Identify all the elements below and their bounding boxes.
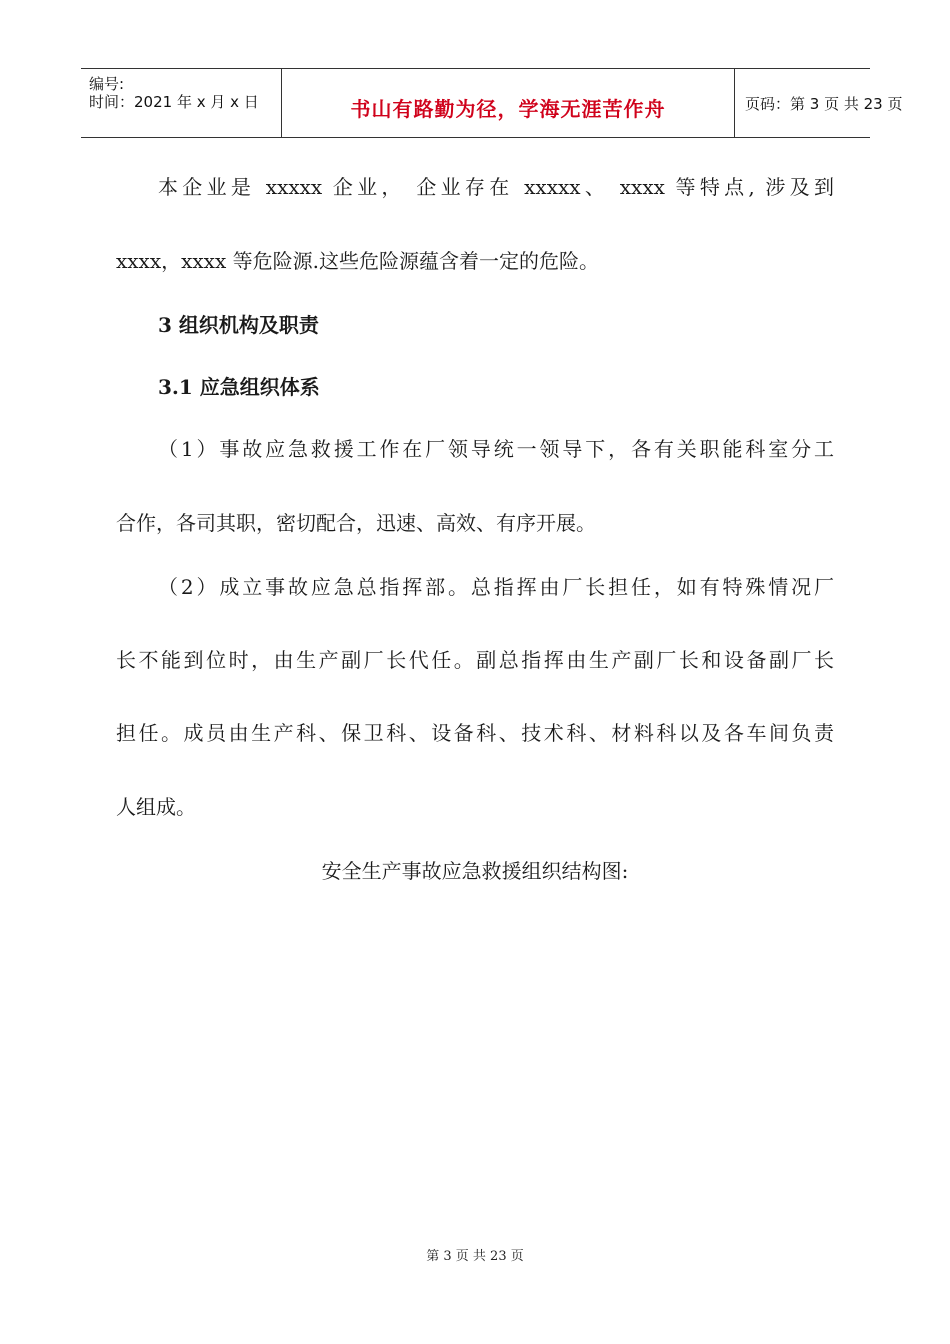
header-meta-cell xyxy=(81,69,282,137)
header-page-info: 页码：第 3 页 共 23 页 xyxy=(745,95,903,113)
document-number-label: 编号: xyxy=(89,75,125,93)
header-slogan: 书山有路勤为径，学海无涯苦作舟 xyxy=(350,97,666,121)
org-chart-caption: 安全生产事故应急救援组织结构图: xyxy=(321,859,629,883)
header-slogan-cell xyxy=(282,69,735,137)
paragraph-3-line-3: 担任。成员由生产科、保卫科、设备科、技术科、材料科以及各车间负责 xyxy=(116,721,834,745)
paragraph-2-line-2: 合作，各司其职，密切配合，迅速、高效、有序开展。 xyxy=(116,511,596,535)
paragraph-3-line-1: （2）成立事故应急总指挥部。总指挥由厂长担任，如有特殊情况厂 xyxy=(158,575,834,599)
paragraph-1-line-2: xxxx，xxxx 等危险源.这些危险源蕴含着一定的危险。 xyxy=(116,249,599,273)
paragraph-2-line-1: （1）事故应急救援工作在厂领导统一领导下，各有关职能科室分工 xyxy=(158,437,834,461)
paragraph-1-line-1: 本企业是 xxxxx 企业， 企业存在 xxxxx、 xxxx 等特点, 涉及到 xyxy=(158,175,834,199)
paragraph-3-line-4: 人组成。 xyxy=(116,795,196,819)
document-time-label: 时间：2021 年 x 月 x 日 xyxy=(89,93,259,111)
header-page-cell xyxy=(735,69,903,137)
page-footer: 第 3 页 共 23 页 xyxy=(426,1249,524,1264)
page-header xyxy=(81,68,903,138)
paragraph-3-line-2: 长不能到位时，由生产副厂长代任。副总指挥由生产副厂长和设备副厂长 xyxy=(116,648,834,672)
section-heading-3-1: 3.1 应急组织体系 xyxy=(158,375,320,399)
section-heading-3: 3 组织机构及职责 xyxy=(158,313,319,337)
